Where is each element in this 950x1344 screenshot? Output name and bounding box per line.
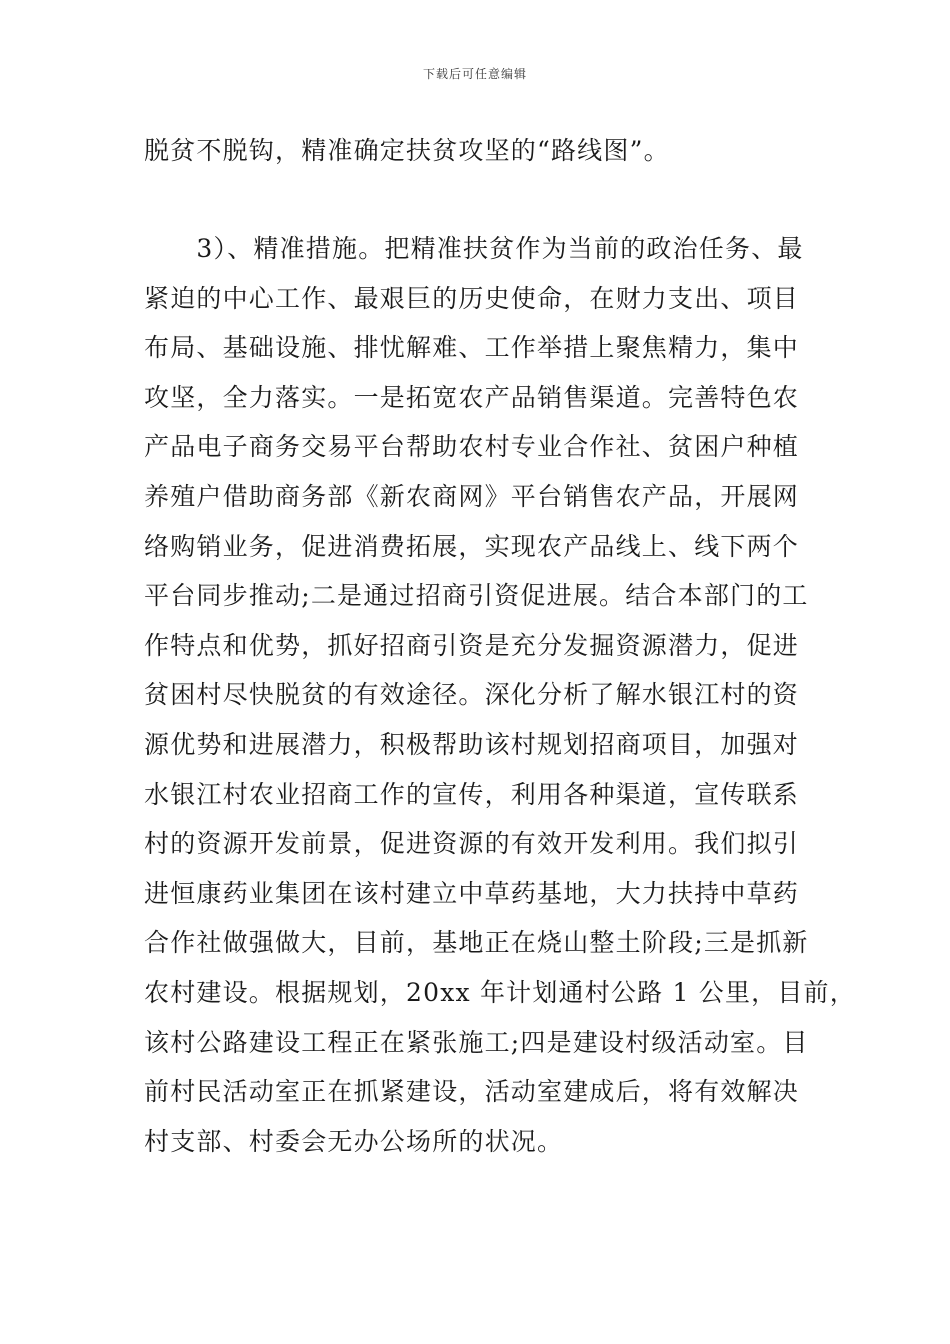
text-line: 攻坚，全力落实。一是拓宽农产品销售渠道。完善特色农 [144, 382, 800, 412]
page-header: 下载后可任意编辑 [422, 67, 527, 81]
text-line: 布局、基础设施、排忧解难、工作举措上聚焦精力，集中 [144, 333, 800, 363]
text-line: 养殖户借助商务部《新农商网》平台销售农产品，开展网 [144, 481, 800, 511]
text-line: 村支部、村委会无办公场所的状况。 [144, 1126, 564, 1156]
paragraph-1 [144, 126, 808, 176]
text-line: 该村公路建设工程正在紧张施工;四是建设村级活动室。目 [144, 1027, 809, 1057]
text-line: 平台同步推动;二是通过招商引资促进展。结合本部门的工 [144, 581, 809, 611]
text-line: 络购销业务，促进消费拓展，实现农产品线上、线下两个 [144, 531, 800, 561]
text-line: 脱贫不脱钩，精准确定扶贫攻坚的“路线图”。 [144, 136, 670, 165]
text-line: 农村建设。根据规划，20xx 年计划通村公路 1 公里，目前， [144, 977, 856, 1007]
text-line: 贫困村尽快脱贫的有效途径。深化分析了解水银江村的资 [144, 680, 800, 710]
text-line: 村的资源开发前景，促进资源的有效开发利用。我们拟引 [144, 829, 800, 859]
text-line: 3）、精准措施。把精准扶贫作为当前的政治任务、最 [144, 234, 804, 263]
text-line: 作特点和优势，抓好招商引资是充分发掘资源潜力，促进 [144, 630, 800, 660]
text-line: 进恒康药业集团在该村建立中草药基地，大力扶持中草药 [144, 878, 800, 908]
text-line: 合作社做强做大，目前，基地正在烧山整土阶段;三是抓新 [144, 928, 809, 958]
text-line: 前村民活动室正在抓紧建设，活动室建成后，将有效解决 [144, 1077, 800, 1107]
paragraph-2 [144, 224, 856, 1166]
text-line: 紧迫的中心工作、最艰巨的历史使命，在财力支出、项目 [144, 283, 800, 313]
text-line: 水银江村农业招商工作的宣传，利用各种渠道，宣传联系 [144, 779, 800, 809]
text-line: 产品电子商务交易平台帮助农村专业合作社、贫困户种植 [144, 432, 800, 462]
text-line: 源优势和进展潜力，积极帮助该村规划招商项目，加强对 [144, 729, 800, 759]
